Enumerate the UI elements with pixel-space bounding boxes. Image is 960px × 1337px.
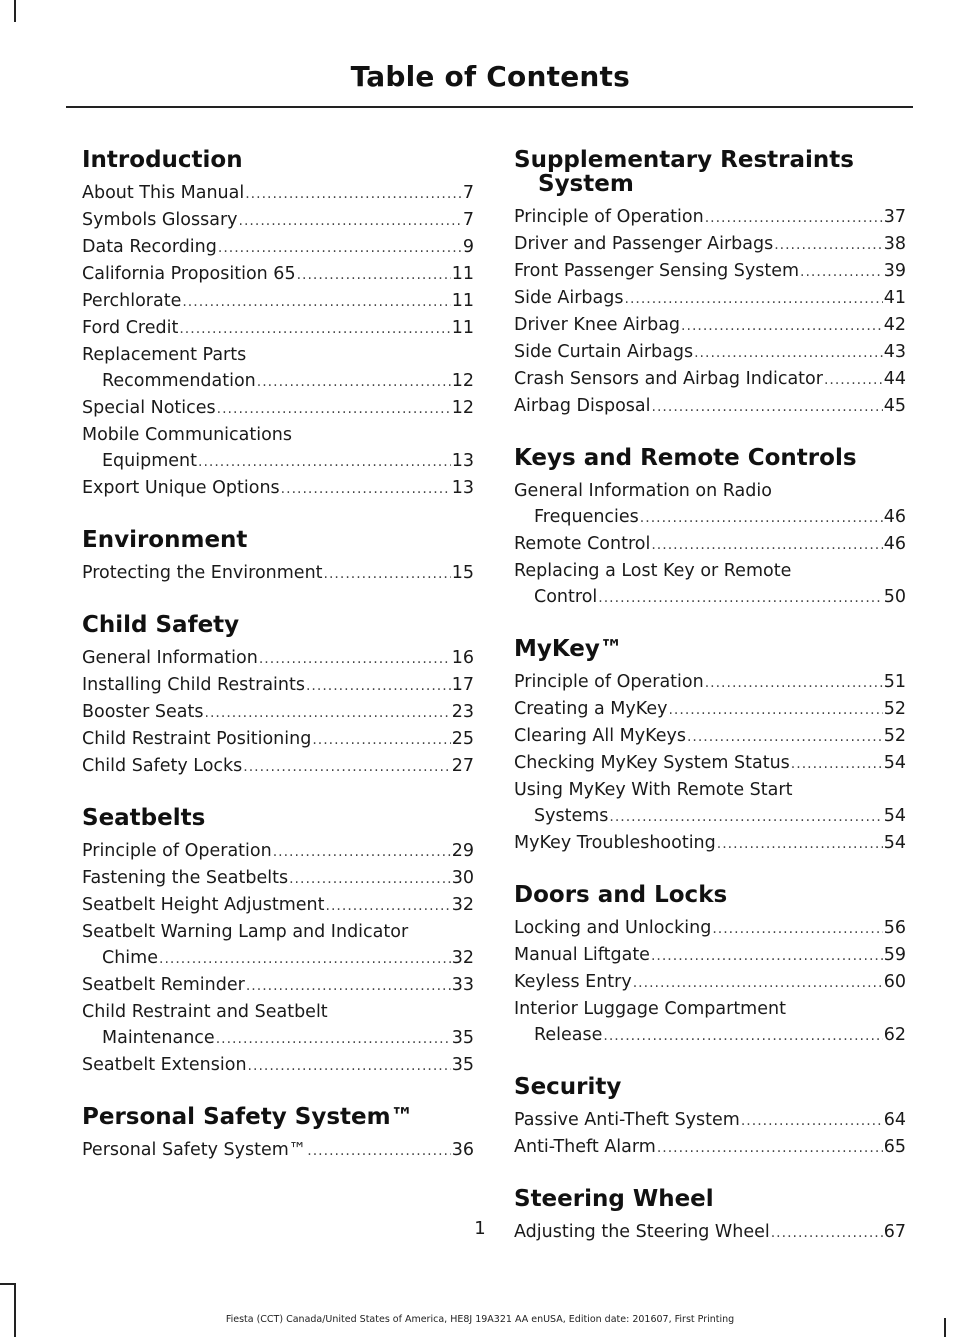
entry-title: Keyless Entry [514,972,632,992]
entry-page-number: 42 [883,315,906,335]
entry-line [514,1134,906,1161]
entry-line [514,504,906,531]
entry-line [82,1025,474,1052]
entry-title: Principle of Operation [82,841,272,861]
crop-mark-top-left [14,0,16,22]
section-heading-text: Personal Safety System™ [82,1104,414,1130]
entry-page-number: 60 [883,972,906,992]
toc-entry-export-unique-options[interactable] [82,475,474,502]
toc-entry-booster-seats[interactable] [82,699,474,726]
entry-title: General Information [82,648,258,668]
section-heading [514,446,906,470]
dot-leader [651,943,883,969]
entry-title: Airbag Disposal [514,396,651,416]
entry-title-continuation: Recommendation [102,371,256,391]
dot-leader [306,673,451,699]
section-heading [514,883,906,907]
entry-page-number: 11 [451,318,474,338]
section-heading [82,1105,474,1129]
dot-leader [609,804,882,830]
dot-leader [297,262,451,288]
dot-leader [307,1138,450,1164]
entry-title: Checking MyKey System Status [514,753,790,773]
entry-line [514,1107,906,1134]
dot-leader [182,289,450,315]
entry-line [82,645,474,672]
section-heading-text: Environment [82,527,248,553]
dot-leader [216,1026,451,1052]
toc-entry-perchlorate[interactable] [82,288,474,315]
entry-line [514,312,906,339]
entry-line [82,892,474,919]
entry-title: Seatbelt Reminder [82,975,245,995]
toc-entry-seatbelt-extension[interactable] [82,1052,474,1079]
entry-page-number: 51 [883,672,906,692]
section-heading-text: MyKey™ [514,636,623,662]
entry-line [82,945,474,972]
dot-leader [824,367,883,393]
entry-line [82,726,474,753]
entry-title: Side Curtain Airbags [514,342,694,362]
dot-leader [246,973,451,999]
entry-title: Anti-Theft Alarm [514,1137,656,1157]
entry-line [82,865,474,892]
entry-title-continuation: Equipment [102,451,197,471]
toc-entry-special-notices[interactable] [82,395,474,422]
entry-title: Booster Seats [82,702,204,722]
dot-leader [239,208,462,234]
entry-line [82,560,474,587]
entry-line [82,368,474,395]
entry-title-continuation: Control [534,587,598,607]
entry-page-number: 38 [883,234,906,254]
entry-title: Driver and Passenger Airbags [514,234,774,254]
entry-title: California Proposition 65 [82,264,296,284]
entry-title: Seatbelt Warning Lamp and Indicator [82,922,409,942]
toc-entry-child-restraint-and-seatbelt[interactable] [82,999,474,1052]
entry-title: Personal Safety System™ [82,1140,307,1160]
entry-line [82,475,474,502]
dot-leader [800,259,883,285]
dot-leader [324,561,451,587]
entry-page-number: 13 [451,451,474,471]
entry-line [82,838,474,865]
entry-page-number: 45 [883,396,906,416]
dot-leader [289,866,451,892]
dot-leader [159,946,451,972]
dot-leader [281,476,451,502]
dot-leader [198,449,451,475]
toc-section-personal-safety-system [82,1105,474,1164]
toc-entry-checking-mykey-system-status[interactable] [514,750,906,777]
dot-leader [312,727,450,753]
toc-entry-protecting-the-environment[interactable] [82,560,474,587]
toc-entry-seatbelt-height-adjustment[interactable] [82,892,474,919]
entry-page-number: 37 [883,207,906,227]
dot-leader [791,751,883,777]
entry-page-number: 46 [883,534,906,554]
entry-title: Manual Liftgate [514,945,650,965]
entry-page-number: 54 [883,833,906,853]
toc-entry-driver-knee-airbag[interactable] [514,312,906,339]
dot-leader [651,532,882,558]
dot-leader [705,205,883,231]
entry-title: Ford Credit [82,318,179,338]
page-title: Table of Contents [350,60,630,93]
toc-section-introduction [82,148,474,502]
toc-section-seatbelts [82,806,474,1079]
section-heading [82,148,474,172]
entry-page-number: 62 [883,1025,906,1045]
entry-title: Passive Anti-Theft System [514,1110,740,1130]
entry-page-number: 43 [883,342,906,362]
entry-title: Locking and Unlocking [514,918,712,938]
dot-leader [625,286,883,312]
section-heading-text: Seatbelts [82,805,206,831]
entry-title: General Information on Radio [514,481,772,501]
entry-title: Crash Sensors and Airbag Indicator [514,369,823,389]
entry-page-number: 16 [451,648,474,668]
entry-line [514,393,906,420]
entry-page-number: 25 [451,729,474,749]
entry-line [514,231,906,258]
toc-entry-principle-of-operation[interactable] [82,838,474,865]
toc-entry-interior-luggage-compartment[interactable] [514,996,906,1049]
entry-page-number: 39 [883,261,906,281]
toc-entry-side-curtain-airbags[interactable] [514,339,906,366]
dot-leader [217,396,451,422]
entry-title: Clearing All MyKeys [514,726,686,746]
toc-entry-installing-child-restraints[interactable] [82,672,474,699]
toc-entry-child-safety-locks[interactable] [82,753,474,780]
entry-line [514,285,906,312]
entry-line [514,750,906,777]
entry-title: Mobile Communications [82,425,293,445]
entry-line [514,258,906,285]
dot-leader [694,340,883,366]
entry-title: Child Restraint and Seatbelt [82,1002,328,1022]
entry-page-number: 44 [883,369,906,389]
entry-line [82,753,474,780]
entry-title: Replacing a Lost Key or Remote [514,561,792,581]
entry-title: Driver Knee Airbag [514,315,681,335]
entry-title: Principle of Operation [514,672,704,692]
entry-page-number: 52 [883,726,906,746]
toc-entry-general-information[interactable] [82,645,474,672]
section-heading-text: Supplementary Restraints [514,147,854,173]
entry-page-number: 32 [451,948,474,968]
entry-page-number: 54 [883,806,906,826]
entry-page-number: 29 [451,841,474,861]
section-heading [82,528,474,552]
entry-title: Seatbelt Extension [82,1055,247,1075]
entry-line [514,204,906,231]
entry-line [82,288,474,315]
toc-entry-principle-of-operation[interactable] [514,204,906,231]
toc-entry-personal-safety-system[interactable] [82,1137,474,1164]
entry-line [514,942,906,969]
section-heading-continuation: System [538,171,634,197]
entry-page-number: 33 [451,975,474,995]
dot-leader [712,916,882,942]
dot-leader [245,181,462,207]
toc-entry-driver-and-passenger-airbags[interactable] [514,231,906,258]
entry-title: Side Airbags [514,288,624,308]
toc-entry-seatbelt-reminder[interactable] [82,972,474,999]
entry-page-number: 7 [462,210,474,230]
entry-line [82,395,474,422]
page-number: 1 [474,1218,486,1239]
entry-page-number: 54 [883,753,906,773]
dot-leader [668,697,882,723]
entry-title: About This Manual [82,183,245,203]
toc-entry-child-restraint-positioning[interactable] [82,726,474,753]
entry-page-number: 50 [883,587,906,607]
entry-page-number: 15 [451,563,474,583]
dot-leader [205,700,451,726]
dot-leader [741,1108,883,1134]
toc-entry-side-airbags[interactable] [514,285,906,312]
toc-entry-clearing-all-mykeys[interactable] [514,723,906,750]
toc-entry-passive-anti-theft-system[interactable] [514,1107,906,1134]
entry-page-number: 9 [462,237,474,257]
toc-entry-replacing-a-lost-key-or-remote[interactable] [514,558,906,611]
entry-title: Symbols Glossary [82,210,238,230]
toc-left-column [82,148,474,1190]
entry-page-number: 64 [883,1110,906,1130]
dot-leader [652,394,883,420]
entry-page-number: 17 [451,675,474,695]
entry-line [82,234,474,261]
entry-title: Perchlorate [82,291,182,311]
entry-line [514,803,906,830]
dot-leader [248,1053,451,1079]
entry-line [514,830,906,857]
entry-title: Installing Child Restraints [82,675,305,695]
entry-line [514,669,906,696]
entry-line [82,315,474,342]
toc-entry-principle-of-operation[interactable] [514,669,906,696]
toc-section-supplementary-restraints [514,148,906,420]
toc-entry-anti-theft-alarm[interactable] [514,1134,906,1161]
entry-page-number: 67 [883,1222,906,1242]
entry-title: Seatbelt Height Adjustment [82,895,325,915]
entry-line [82,699,474,726]
dot-leader [257,369,451,395]
section-heading-text: Steering Wheel [514,1186,714,1212]
dot-leader [603,1023,882,1049]
entry-title: Using MyKey With Remote Start [514,780,793,800]
section-heading [514,1075,906,1099]
section-heading [82,806,474,830]
entry-title: Special Notices [82,398,216,418]
entry-page-number: 11 [451,291,474,311]
toc-section-keys-and-remote-controls [514,446,906,611]
entry-page-number: 35 [451,1028,474,1048]
entry-line [82,261,474,288]
entry-title: Fastening the Seatbelts [82,868,289,888]
entry-line [514,1022,906,1049]
dot-leader [259,646,451,672]
toc-entry-symbols-glossary[interactable] [82,207,474,234]
entry-title: Export Unique Options [82,478,280,498]
section-heading-text: Security [514,1074,622,1100]
toc-entry-front-passenger-sensing-system[interactable] [514,258,906,285]
entry-title: Remote Control [514,534,651,554]
entry-title: MyKey Troubleshooting [514,833,716,853]
crop-mark-bottom-left-vertical [14,1283,16,1337]
entry-page-number: 11 [451,264,474,284]
entry-page-number: 30 [451,868,474,888]
toc-entry-crash-sensors-and-airbag-indicator[interactable] [514,366,906,393]
entry-line [514,584,906,611]
entry-title: Protecting the Environment [82,563,323,583]
header-divider [66,106,913,108]
entry-page-number: 41 [883,288,906,308]
toc-entry-california-proposition-65[interactable] [82,261,474,288]
entry-line [82,207,474,234]
toc-entry-remote-control[interactable] [514,531,906,558]
section-heading-text: Child Safety [82,612,240,638]
toc-section-environment [82,528,474,587]
entry-line [82,1137,474,1164]
section-heading [82,613,474,637]
section-heading-text: Keys and Remote Controls [514,445,857,471]
dot-leader [326,893,451,919]
toc-entry-manual-liftgate[interactable] [514,942,906,969]
section-heading [514,1187,906,1211]
entry-page-number: 35 [451,1055,474,1075]
dot-leader [179,316,450,342]
toc-entry-seatbelt-warning-lamp-and-indicator[interactable] [82,919,474,972]
dot-leader [657,1135,883,1161]
entry-line [514,915,906,942]
toc-entry-mobile-communications[interactable] [82,422,474,475]
entry-line [82,972,474,999]
entry-title: Front Passenger Sensing System [514,261,800,281]
entry-title-continuation: Systems [534,806,609,826]
entry-page-number: 52 [883,699,906,719]
entry-page-number: 32 [451,895,474,915]
entry-line [514,339,906,366]
toc-entry-airbag-disposal[interactable] [514,393,906,420]
entry-title: Creating a MyKey [514,699,668,719]
dot-leader [243,754,450,780]
entry-line [82,180,474,207]
entry-page-number: 12 [451,398,474,418]
dot-leader [273,839,451,865]
toc-entry-mykey-troubleshooting[interactable] [514,830,906,857]
entry-title: Adjusting the Steering Wheel [514,1222,770,1242]
toc-entry-creating-a-mykey[interactable] [514,696,906,723]
toc-entry-about-this-manual[interactable] [82,180,474,207]
entry-page-number: 7 [462,183,474,203]
dot-leader [640,505,883,531]
toc-entry-using-mykey-with-remote-start[interactable] [514,777,906,830]
toc-section-doors-and-locks [514,883,906,1049]
toc-section-security [514,1075,906,1161]
entry-page-number: 59 [883,945,906,965]
toc-entry-fastening-the-seatbelts[interactable] [82,865,474,892]
dot-leader [598,585,882,611]
entry-line [514,969,906,996]
section-heading-text: Introduction [82,147,243,173]
entry-page-number: 13 [451,478,474,498]
section-heading-text: Doors and Locks [514,882,728,908]
entry-line [514,723,906,750]
toc-entry-general-information-on-radio[interactable] [514,478,906,531]
entry-line [514,366,906,393]
entry-line [82,672,474,699]
entry-title: Data Recording [82,237,217,257]
toc-entry-locking-and-unlocking[interactable] [514,915,906,942]
entry-title-continuation: Release [534,1025,603,1045]
section-heading [514,637,906,661]
entry-page-number: 23 [451,702,474,722]
dot-leader [218,235,462,261]
entry-title: Interior Luggage Compartment [514,999,786,1019]
dot-leader [687,724,883,750]
dot-leader [681,313,883,339]
crop-mark-bottom-left-horizontal [0,1283,16,1285]
toc-entry-replacement-parts[interactable] [82,342,474,395]
section-heading [514,148,906,196]
toc-section-child-safety [82,613,474,780]
dot-leader [717,831,883,857]
dot-leader [774,232,883,258]
entry-title: Replacement Parts [82,345,247,365]
toc-right-column [514,148,906,1272]
footer-text: Fiesta (CCT) Canada/United States of America, HE8J 19A321 AA enUSA, Edition date: 201607, First Printing [225,1314,735,1325]
dot-leader [705,670,883,696]
entry-title: Child Safety Locks [82,756,243,776]
toc-entry-data-recording[interactable] [82,234,474,261]
entry-page-number: 65 [883,1137,906,1157]
entry-page-number: 27 [451,756,474,776]
entry-page-number: 12 [451,371,474,391]
dot-leader [633,970,883,996]
entry-page-number: 36 [451,1140,474,1160]
entry-line [514,531,906,558]
toc-entry-ford-credit[interactable] [82,315,474,342]
entry-title-continuation: Maintenance [102,1028,215,1048]
entry-title: Child Restraint Positioning [82,729,312,749]
entry-line [82,1052,474,1079]
entry-page-number: 46 [883,507,906,527]
entry-page-number: 56 [883,918,906,938]
entry-title-continuation: Frequencies [534,507,639,527]
entry-title: Principle of Operation [514,207,704,227]
entry-line [82,448,474,475]
toc-section-mykey [514,637,906,857]
entry-line [514,696,906,723]
entry-title-continuation: Chime [102,948,158,968]
toc-entry-keyless-entry[interactable] [514,969,906,996]
